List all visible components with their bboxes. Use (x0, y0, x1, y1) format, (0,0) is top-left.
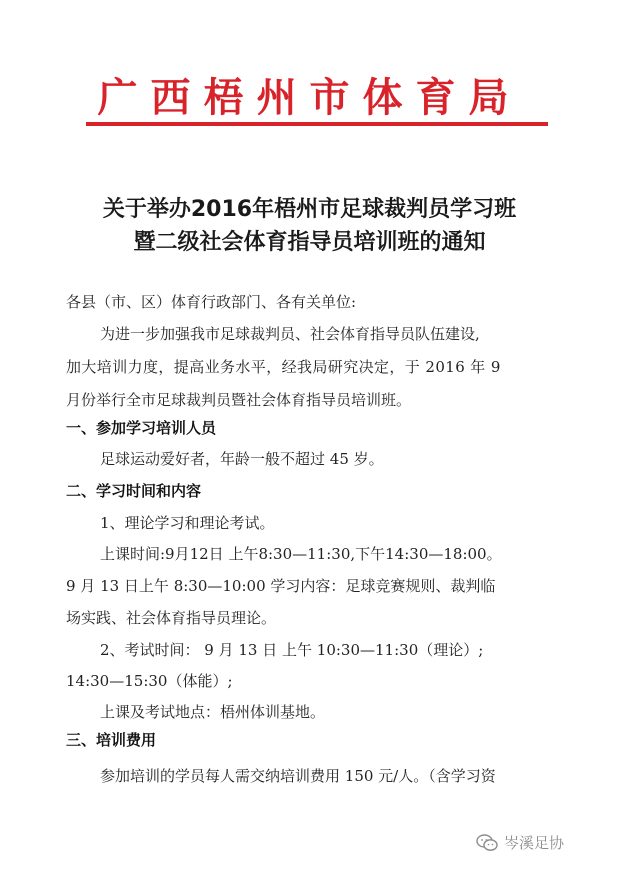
schedule-line-3: 场实践、社会体育指导员理论。 (66, 609, 277, 627)
org-header: 广西梧州市体育局 (97, 74, 522, 121)
section-2-heading: 二、学习时间和内容 (66, 482, 202, 500)
schedule-line-2: 9 月 13 日上午 8:30—10:00 学习内容：足球竞赛规则、裁判临 (66, 577, 496, 595)
watermark-text: 岑溪足协 (504, 834, 565, 852)
location-line: 上课及考试地点：梧州体训基地。 (100, 703, 326, 721)
section-3-heading: 三、培训费用 (66, 731, 157, 749)
schedule-line-1: 上课时间:9月12日 上午8:30—11:30,下午14:30—18:00。 (100, 545, 502, 563)
intro-line-3: 月份举行全市足球裁判员暨社会体育指导员培训班。 (66, 391, 412, 409)
intro-line-1: 为进一步加强我市足球裁判员、社会体育指导员队伍建设, (100, 325, 480, 343)
wechat-icon (476, 834, 498, 852)
notice-title-line-2: 暨二级社会体育指导员培训班的通知 (133, 230, 486, 255)
salutation: 各县（市、区）体育行政部门、各有关单位: (66, 293, 357, 311)
exam-line-2: 14:30—15:30（体能）; (66, 672, 233, 690)
section-1-text: 足球运动爱好者，年龄一般不超过 45 岁。 (100, 450, 384, 468)
notice-title-line-1: 关于举办2016年梧州市足球裁判员学习班 (102, 197, 517, 222)
intro-line-2: 加大培训力度，提高业务水平，经我局研究决定，于 2016 年 9 (66, 358, 501, 376)
header-red-rule (86, 122, 548, 126)
wechat-watermark (476, 832, 564, 853)
section-2-item-1: 1、理论学习和理论考试。 (100, 514, 275, 532)
exam-line-1: 2、考试时间： 9 月 13 日 上午 10:30—11:30（理论）; (100, 641, 484, 659)
section-3-text: 参加培训的学员每人需交纳培训费用 150 元/人。（含学习资 (100, 767, 496, 785)
section-1-heading: 一、参加学习培训人员 (66, 419, 217, 437)
